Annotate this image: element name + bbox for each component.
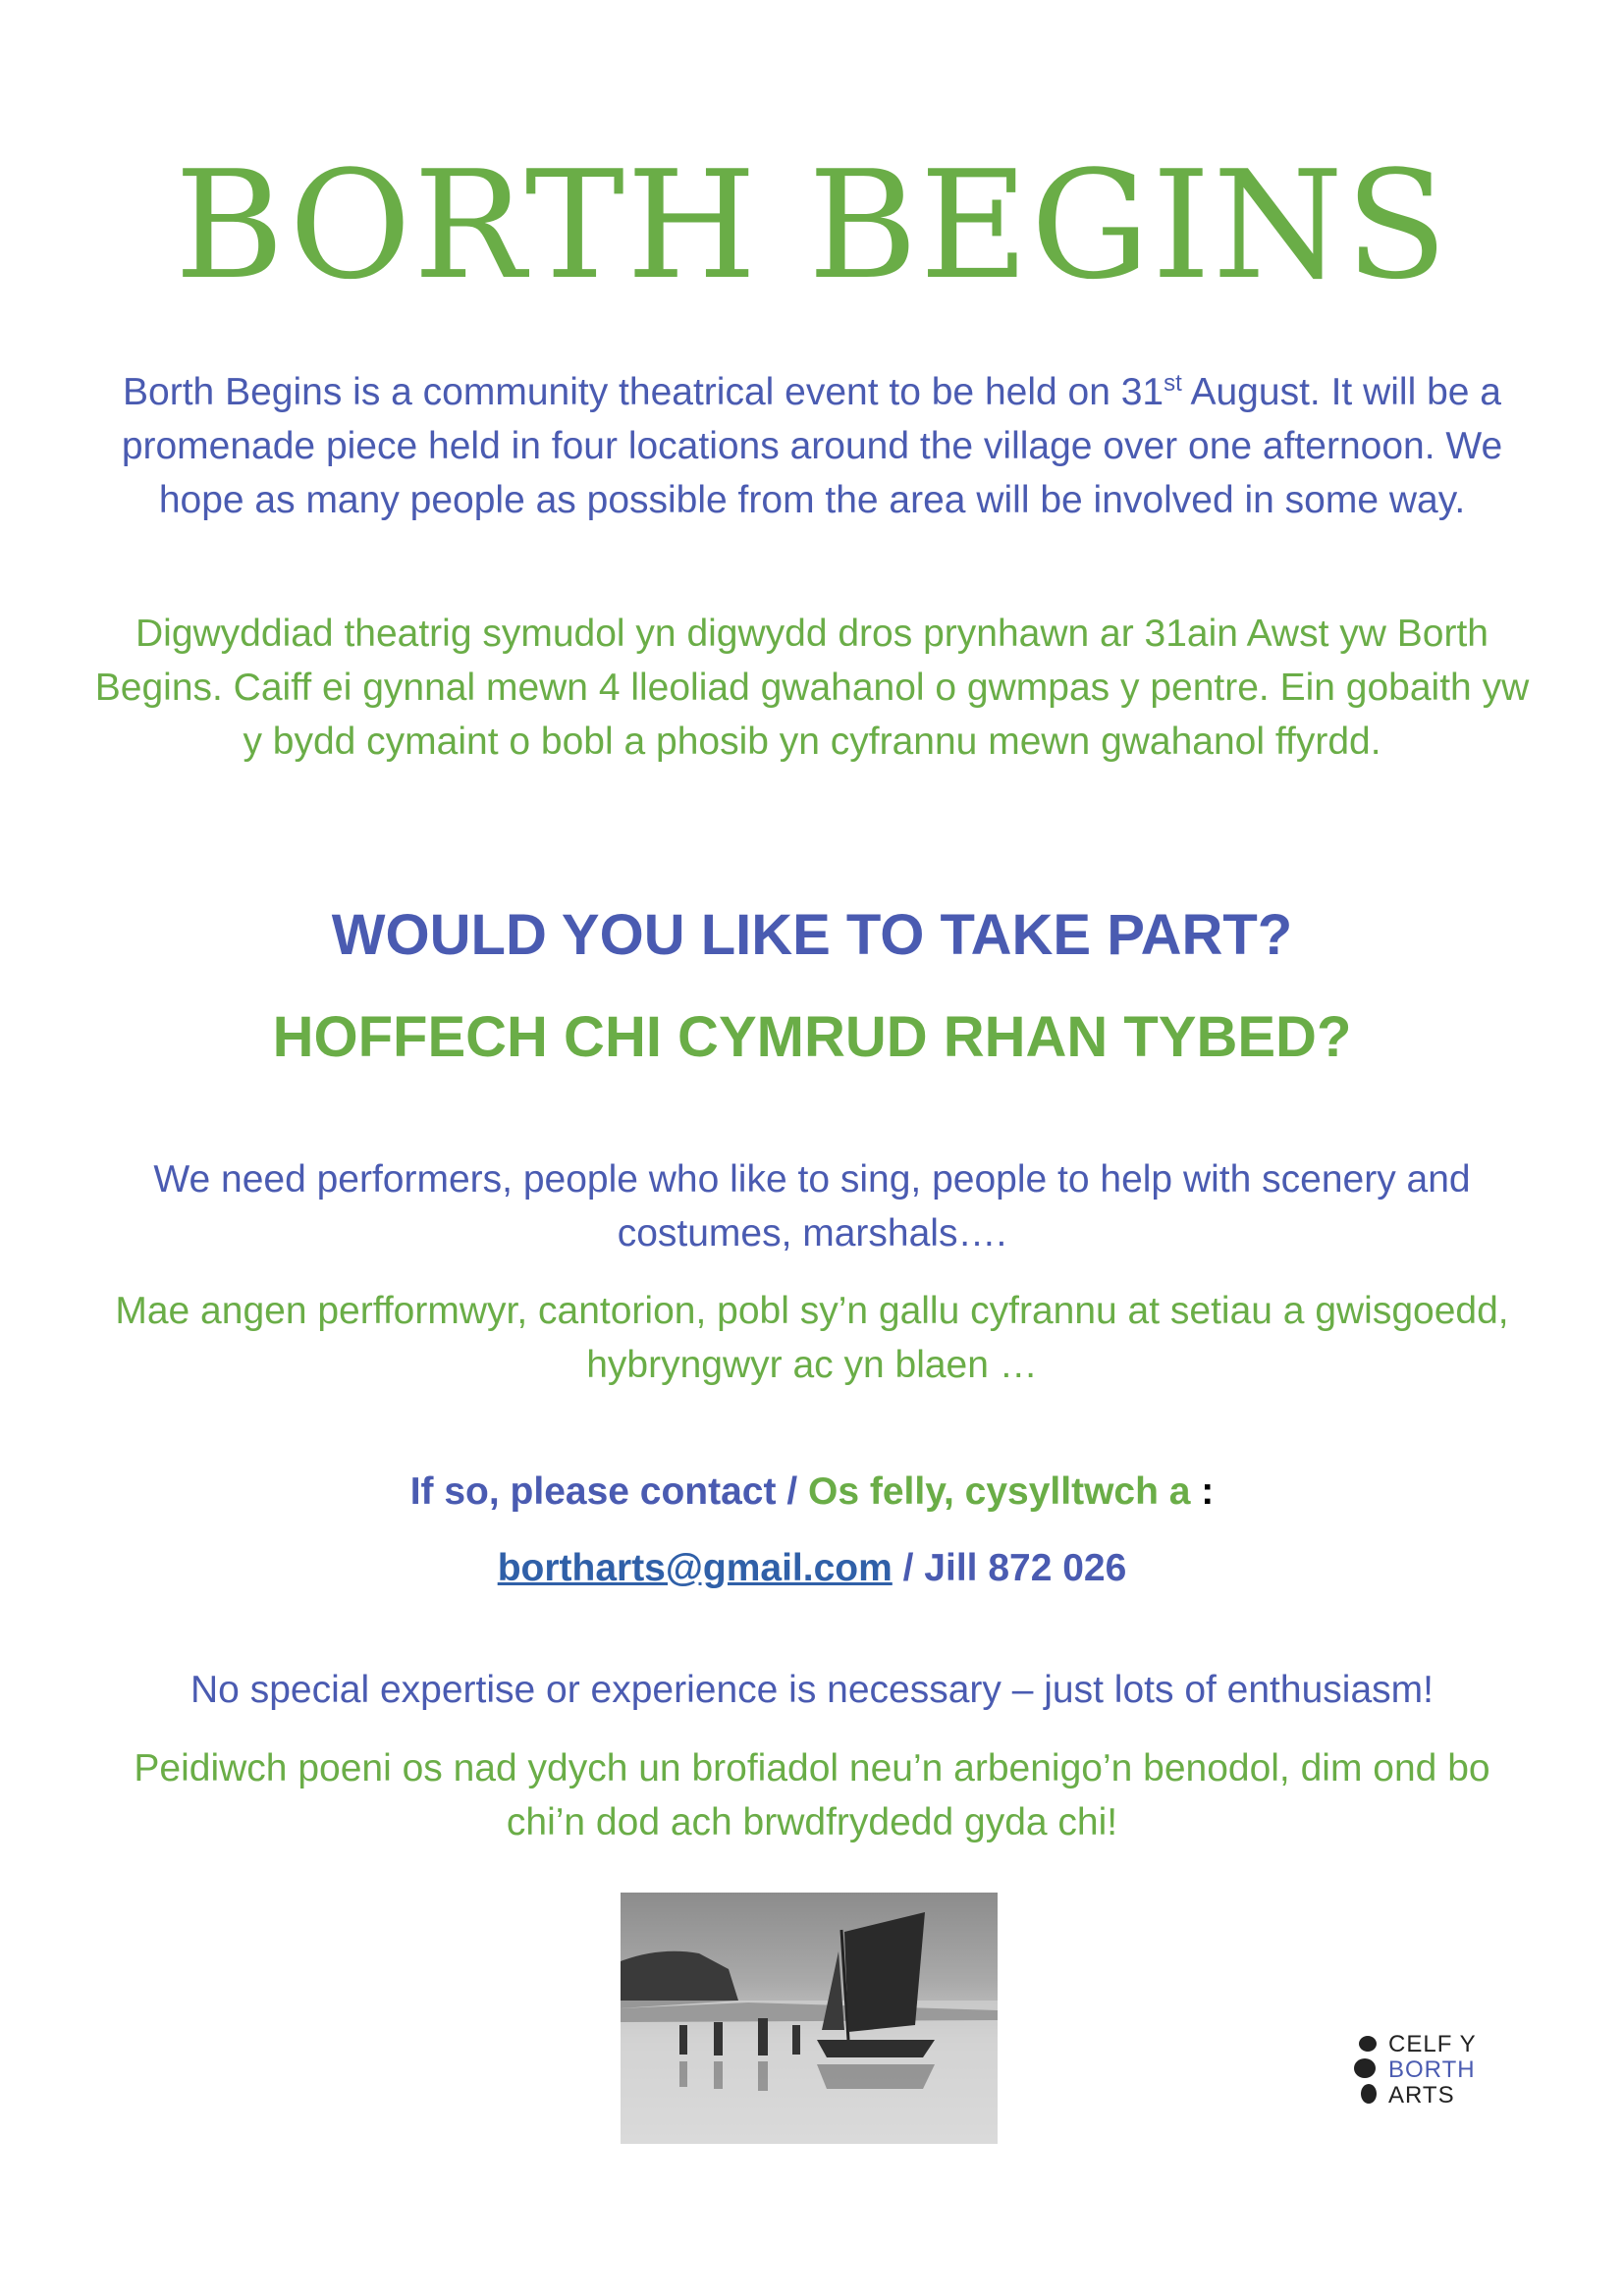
intro-english-part1: Borth Begins is a community theatrical event to be held on 31 [123, 371, 1164, 413]
phone-number: / Jill 872 026 [892, 1547, 1127, 1589]
email-phone-line [0, 1541, 1624, 1595]
beach-boat-photo-illustration [621, 1893, 998, 2144]
pebbles-logo-icon [1353, 2034, 1382, 2109]
logo-text [1388, 2032, 1477, 2109]
contact-line [0, 1465, 1624, 1519]
logo-line-celf: CELF Y [1388, 2031, 1477, 2057]
logo-line-borth: BORTH [1388, 2056, 1476, 2083]
contact-separator: / [776, 1470, 808, 1513]
contact-welsh: Os felly, cysylltwch a [808, 1470, 1191, 1513]
closing-welsh: Peidiwch poeni os nad ydych un brofiadol neu’n arbenigo’n benodol, dim ond bo chi’n dod ach brwdfrydedd gyda chi! [134, 1747, 1490, 1843]
contact-english: If so, please contact [409, 1470, 777, 1513]
celf-y-borth-logo [1353, 2032, 1510, 2110]
logo-line-arts: ARTS [1388, 2082, 1455, 2109]
email-link[interactable]: bortharts@gmail.com [497, 1547, 893, 1589]
contact-colon: : [1190, 1470, 1215, 1513]
intro-english [93, 365, 1531, 527]
intro-welsh: Digwyddiad theatrig symudol yn digwydd dros prynhawn ar 31ain Awst yw Borth Begins. Caiff ei gynnal mewn 4 lleoliad gwahanol o gwmpas y pentre. Ein gobaith yw y bydd cymaint o bobl a phosib yn cyfrannu mewn gwahanol ffyrdd. [94, 613, 1530, 763]
beach-boat-photo [621, 1893, 998, 2144]
intro-english-part2: August. It will be a promenade piece held in four locations around the village over one afternoon. We hope as many people as possible from the area will be involved in some way. [121, 371, 1503, 521]
closing-english: No special expertise or experience is necessary – just lots of enthusiasm! [190, 1669, 1434, 1711]
needs-english: We need performers, people who like to sing, people to help with scenery and costumes, marshals…. [153, 1158, 1471, 1255]
needs-welsh: Mae angen perfformwyr, cantorion, pobl sy’n gallu cyfrannu at setiau a gwisgoedd, hybryngwyr ac yn blaen … [115, 1290, 1509, 1386]
intro-english-superscript: st [1164, 370, 1182, 397]
page-title: BORTH BEGINS [174, 138, 1450, 312]
heading-english: WOULD YOU LIKE TO TAKE PART? [331, 903, 1293, 967]
heading-welsh: HOFFECH CHI CYMRUD RHAN TYBED? [272, 1005, 1352, 1069]
